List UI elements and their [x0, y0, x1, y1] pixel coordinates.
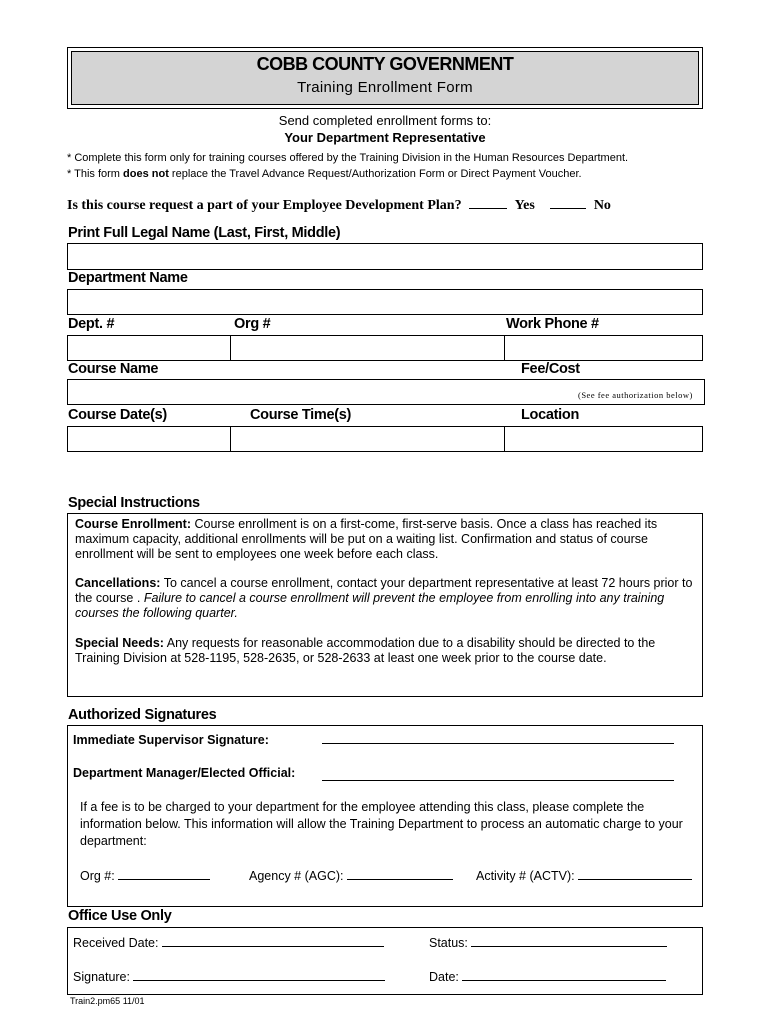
form-title: Training Enrollment Form [297, 79, 473, 96]
edp-no-label: No [593, 198, 611, 213]
form-code: Train2.pm65 11/01 [70, 996, 145, 1006]
office-date-line[interactable] [462, 980, 666, 981]
org-entry-line[interactable] [118, 879, 210, 880]
org-no-field[interactable] [230, 335, 506, 361]
activity-entry [476, 869, 692, 883]
org-entry-label: Org #: [80, 869, 115, 883]
edp-no-blank[interactable] [550, 208, 586, 209]
edp-yes-label: Yes [514, 198, 535, 213]
activity-entry-label: Activity # (ACTV): [476, 869, 575, 883]
course-enrollment-title: Course Enrollment: [75, 517, 191, 531]
course-enrollment-text: Course enrollment is on a first-come, first-serve basis. Once a class has reached its maximum capacity, additional enrollments will be put on a waiting list. Confirmation and status of course enrollment will be sent to employees one week before each class. [75, 517, 658, 561]
note-does-not-replace [67, 168, 582, 180]
course-dates-label: Course Date(s) [68, 407, 167, 423]
office-use-heading: Office Use Only [68, 908, 172, 924]
agency-entry [249, 869, 453, 883]
manager-signature-line[interactable] [322, 780, 674, 781]
department-label: Department Name [68, 270, 188, 286]
note2-bold: does not [123, 168, 169, 180]
status-label: Status: [429, 936, 468, 950]
dept-no-field[interactable] [67, 335, 232, 361]
edp-question-row [67, 198, 611, 214]
cancellations-warning: Failure to cancel a course enrollment will prevent the employee from enrolling into any training courses the following quarter. [75, 591, 665, 620]
dept-no-label: Dept. # [68, 316, 115, 332]
special-needs-title: Special Needs: [75, 636, 164, 650]
cancellations-text: To cancel a course enrollment, contact your department representative at least 72 hours prior to the course . [75, 576, 693, 605]
supervisor-signature-line[interactable] [322, 743, 674, 744]
course-enrollment-paragraph [75, 517, 697, 562]
course-name-label: Course Name [68, 361, 159, 377]
supervisor-signature-label: Immediate Supervisor Signature: [73, 733, 269, 747]
full-name-label: Print Full Legal Name (Last, First, Middle) [68, 225, 341, 241]
edp-yes-blank[interactable] [469, 208, 507, 209]
special-needs-paragraph [75, 636, 697, 666]
full-name-field[interactable] [67, 243, 703, 270]
note2-pre: * This form [67, 168, 124, 180]
agency-entry-line[interactable] [347, 879, 453, 880]
special-instructions-heading: Special Instructions [68, 495, 200, 511]
special-needs-text: Any requests for reasonable accommodation due to a disability should be directed to the Training Division at 528-1195, 528-2635, or 528-2633 at least one week prior to the course date. [75, 636, 656, 665]
office-date-label: Date: [429, 970, 459, 984]
location-label: Location [521, 407, 580, 423]
course-times-field[interactable] [230, 426, 506, 452]
org-title: COBB COUNTY GOVERNMENT [256, 54, 514, 74]
status-line[interactable] [471, 946, 667, 947]
fee-note: (See fee authorization below) [578, 390, 693, 400]
received-date-entry [73, 936, 384, 950]
org-no-entry [80, 869, 210, 883]
note2-post: replace the Travel Advance Request/Authorization Form or Direct Payment Voucher. [168, 168, 582, 180]
agency-entry-label: Agency # (AGC): [249, 869, 344, 883]
office-signature-entry [73, 970, 385, 984]
manager-signature-label: Department Manager/Elected Official: [73, 766, 296, 780]
office-signature-line[interactable] [133, 980, 385, 981]
course-times-label: Course Time(s) [250, 407, 352, 423]
received-date-line[interactable] [162, 946, 384, 947]
office-signature-label: Signature: [73, 970, 130, 984]
work-phone-field[interactable] [504, 335, 703, 361]
department-field[interactable] [67, 289, 703, 315]
location-field[interactable] [504, 426, 703, 452]
manager-signature-row [73, 766, 295, 780]
supervisor-signature-row [73, 733, 269, 747]
cancellations-title: Cancellations: [75, 576, 161, 590]
office-date-entry [429, 970, 666, 984]
org-no-label: Org # [234, 316, 271, 332]
send-instructions: Send completed enrollment forms to: [278, 113, 492, 128]
fee-authorization-text: If a fee is to be charged to your department for the employee attending this class, please complete the information below. This information will allow the Training Department to process an automatic charge to your department: [80, 800, 683, 848]
note-training-only: * Complete this form only for training courses offered by the Training Division in the Human Resources Department. [67, 152, 629, 164]
received-date-label: Received Date: [73, 936, 159, 950]
status-entry [429, 936, 667, 950]
activity-entry-line[interactable] [578, 879, 692, 880]
edp-question: Is this course request a part of your Employee Development Plan? [67, 198, 462, 213]
work-phone-label: Work Phone # [506, 316, 599, 332]
course-dates-field[interactable] [67, 426, 232, 452]
fee-cost-label: Fee/Cost [521, 361, 580, 377]
authorized-signatures-heading: Authorized Signatures [68, 707, 217, 723]
send-to: Your Department Representative [284, 130, 486, 145]
cancellations-paragraph [75, 576, 697, 621]
